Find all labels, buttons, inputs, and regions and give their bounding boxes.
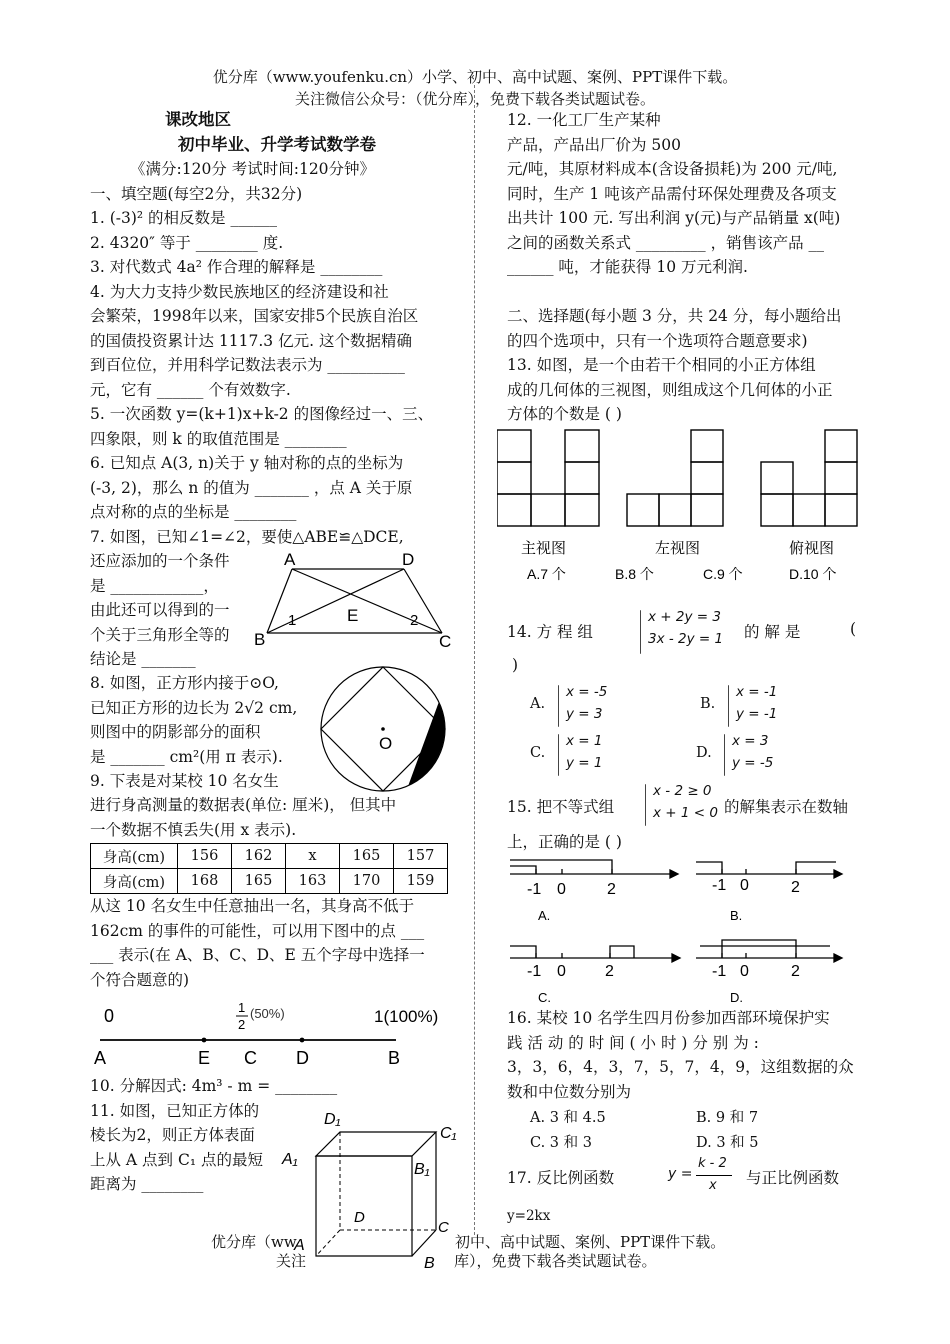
table-cell: 163 bbox=[286, 869, 340, 894]
q15-d-tick: 0 bbox=[740, 963, 749, 980]
q17-denominator: x bbox=[709, 1178, 717, 1193]
q14-option-label: A. bbox=[530, 696, 546, 712]
svg-text:O: O bbox=[379, 734, 393, 753]
table-cell: 156 bbox=[178, 844, 232, 869]
nl-label-d: D bbox=[296, 1048, 309, 1068]
side-view-label: 左视图 bbox=[655, 539, 701, 557]
svg-text:B: B bbox=[254, 630, 266, 649]
left-text-line: 到百位位，并用科学记数法表示为 __________ bbox=[90, 356, 405, 374]
q15-tail: 的解集表示在数轴 bbox=[724, 798, 849, 816]
q15-b-tick: -1 bbox=[712, 877, 727, 894]
left-text-line: 点对称的点的坐标是 ________ bbox=[90, 503, 297, 521]
q11-line: 距离为 ________ bbox=[90, 1175, 204, 1193]
q14-stem: 14. 方 程 组 bbox=[507, 623, 593, 641]
q14-eq2: 3x - 2y = 1 bbox=[648, 631, 724, 647]
nl-label-e: E bbox=[198, 1048, 211, 1068]
right-text-line: 二、选择题(每小题 3 分，共 24 分，每小题给出 bbox=[507, 307, 842, 325]
q8-line: 已知正方形的边长为 2√2 cm, bbox=[90, 698, 298, 717]
table-cell: 165 bbox=[232, 869, 286, 894]
nl-point-d bbox=[300, 1038, 305, 1043]
section-1-heading: 一、填空题(每空2分，共32分) bbox=[90, 184, 303, 203]
q14-option-label: B. bbox=[700, 696, 716, 712]
left-text-line: 7. 如图，已知∠1=∠2，要使△ABE≌△DCE, bbox=[90, 527, 404, 546]
q13-option-d: D.10 个 bbox=[789, 565, 837, 582]
left-text-line: 1. (-3)² 的相反数是 ______ bbox=[90, 209, 277, 227]
q11-line: 棱长为2，则正方体表面 bbox=[90, 1126, 255, 1144]
q13-three-views bbox=[497, 427, 867, 595]
q17-lhs: y = bbox=[668, 1166, 693, 1182]
q13-option-a: A.7 个 bbox=[527, 565, 566, 582]
right-text-line: ______ 吨，才能获得 10 万元利润. bbox=[507, 258, 748, 276]
nl-one-label: 1(100%) bbox=[374, 1007, 439, 1026]
nl-point-e bbox=[202, 1038, 207, 1043]
right-text-line: 12. 一化工厂生产某种 bbox=[507, 111, 661, 129]
left-text-line: (-3, 2)，那么 n 的值为 _______ ，点 A 关于原 bbox=[90, 478, 413, 497]
right-text-line: 成的几何体的三视图，则组成这个几何体的小正 bbox=[507, 380, 833, 399]
q14-eq1: x + 2y = 3 bbox=[648, 609, 721, 625]
q15-option-b: B. bbox=[730, 908, 743, 923]
q14-paren-close: ) bbox=[512, 656, 519, 674]
q14-option-eq: y = 1 bbox=[566, 755, 603, 771]
q9-after-line: 从这 10 名女生中任意抽出一名，其身高不低于 bbox=[90, 897, 415, 915]
q17-fraction-bar bbox=[696, 1175, 732, 1176]
nl-label-c: C bbox=[244, 1048, 257, 1068]
q14-paren-open: ( bbox=[850, 620, 857, 638]
footer-line-2b: 库），免费下载各类试题试卷。 bbox=[454, 1252, 657, 1270]
q9-after-line: 162cm 的事件的可能性，可以用下图中的点 ___ bbox=[90, 921, 425, 940]
q15-ineq2: x + 1 < 0 bbox=[653, 805, 718, 821]
q14-option-eq: x = 3 bbox=[732, 733, 769, 749]
svg-text:1: 1 bbox=[288, 612, 297, 629]
right-text-line: 同时，生产 1 吨该产品需付环保处理费及各项支 bbox=[507, 184, 837, 203]
nl-label-a: A bbox=[94, 1048, 107, 1068]
footer-line-1a: 优分库（ww bbox=[211, 1233, 297, 1251]
q15-option-d: D. bbox=[730, 990, 743, 1005]
right-column bbox=[507, 108, 863, 595]
q7-trapezoid-figure bbox=[252, 551, 462, 651]
svg-text:D: D bbox=[402, 551, 415, 569]
q14-option-eq: x = -1 bbox=[736, 684, 778, 700]
cube-label: C₁ bbox=[440, 1125, 457, 1142]
left-text-line: 5. 一次函数 y=(k+1)x+k-2 的图像经过一、三、 bbox=[90, 405, 434, 423]
q14-option-brace bbox=[728, 685, 729, 727]
cube-label: B bbox=[424, 1255, 435, 1272]
exam-title: 初中毕业、升学考试数学卷 bbox=[178, 134, 376, 154]
q15-option-c: C. bbox=[538, 990, 551, 1005]
q7-line: 还应添加的一个条件 bbox=[90, 552, 230, 570]
left-column bbox=[90, 108, 452, 1197]
q15-d-tick: -1 bbox=[712, 963, 727, 980]
q8-circle-square-figure bbox=[315, 665, 455, 795]
table-cell: 身高(cm) bbox=[91, 844, 178, 869]
svg-text:C: C bbox=[439, 632, 452, 651]
table-row bbox=[91, 869, 448, 894]
q15-a-tick: 0 bbox=[557, 881, 566, 898]
table-cell: 157 bbox=[394, 844, 448, 869]
q7-line: 结论是 _______ bbox=[90, 650, 196, 668]
right-text-line: 方体的个数是 ( ) bbox=[507, 405, 622, 423]
table-cell: 168 bbox=[178, 869, 232, 894]
right-text-line: 元/吨，其原材料成本(含设备损耗)为 200 元/吨, bbox=[507, 160, 838, 178]
right-text-line bbox=[507, 280, 863, 305]
nl-half-percent: (50%) bbox=[250, 1006, 285, 1021]
q9-after-line: 个符合题意的) bbox=[90, 970, 190, 989]
exam-subtitle: 《满分:120分 考试时间:120分钟》 bbox=[130, 160, 376, 178]
q17-tail: 与正比例函数 bbox=[746, 1169, 840, 1187]
q17-line2: y=2kx bbox=[507, 1208, 551, 1224]
right-text-line: 的四个选项中，只有一个选项符合题意要求) bbox=[507, 331, 808, 350]
q14-option-eq: x = 1 bbox=[566, 733, 603, 749]
q15-stem: 15. 把不等式组 bbox=[507, 798, 615, 816]
q15-option-a: A. bbox=[538, 908, 551, 923]
nl-half-numerator: 1 bbox=[238, 1000, 246, 1015]
table-cell: 159 bbox=[394, 869, 448, 894]
q15-b-tick: 0 bbox=[740, 877, 749, 894]
q9-after-line: ___ 表示(在 A、B、C、D、E 五个字母中选择一 bbox=[90, 946, 425, 964]
table-row bbox=[91, 844, 448, 869]
svg-text:E: E bbox=[347, 606, 359, 625]
q15-c-tick: 2 bbox=[605, 963, 614, 980]
q15-d-tick: 2 bbox=[791, 963, 800, 980]
left-text-line: 4. 为大力支持少数民族地区的经济建设和社 bbox=[90, 282, 389, 301]
footer-line-1b: 初中、高中试题、案例、PPT课件下载。 bbox=[455, 1233, 726, 1251]
q16-option-a: A. 3 和 4.5 bbox=[530, 1110, 606, 1126]
q14-option-brace bbox=[558, 685, 559, 727]
q10-line: 10. 分解因式: 4m³ - m = ________ bbox=[90, 1077, 338, 1095]
q9-line: 进行身高测量的数据表(单位: 厘米)， 但其中 bbox=[90, 796, 397, 814]
q16-block bbox=[507, 1006, 863, 1104]
q14-option-brace bbox=[724, 734, 725, 776]
q14-option-eq: y = -1 bbox=[736, 706, 778, 722]
front-view-label: 主视图 bbox=[521, 539, 567, 557]
q14-option-label: D. bbox=[696, 745, 712, 761]
q14-option-eq: y = -5 bbox=[732, 755, 774, 771]
q15-b-tick: 2 bbox=[791, 879, 800, 896]
footer-line-2a: 关注 bbox=[276, 1252, 307, 1270]
top-view-label: 俯视图 bbox=[789, 539, 835, 557]
q15-brace bbox=[645, 784, 646, 826]
right-text-line: 出共计 100 元. 写出利润 y(元)与产品销量 x(吨) bbox=[507, 209, 841, 227]
svg-text:2: 2 bbox=[410, 612, 419, 629]
q9-line: 一个数据不慎丢失(用 x 表示). bbox=[90, 820, 297, 839]
q15-number-lines bbox=[500, 852, 860, 1012]
q14-tail: 的 解 是 bbox=[744, 623, 801, 641]
q14-option-label: C. bbox=[530, 745, 546, 761]
left-text-line: 2. 4320″ 等于 ________ 度. bbox=[90, 233, 284, 252]
right-text-line: 之间的函数关系式 _________ ，销售该产品 __ bbox=[507, 233, 825, 252]
q15-c-tick: -1 bbox=[527, 963, 542, 980]
q16-option-b: B. 9 和 7 bbox=[696, 1110, 759, 1126]
table-cell: x bbox=[286, 844, 340, 869]
table-cell: 170 bbox=[340, 869, 394, 894]
right-text-line: 产品，产品出厂价为 500 bbox=[507, 135, 682, 154]
q11-line: 11. 如图，已知正方体的 bbox=[90, 1101, 260, 1120]
table-cell: 身高(cm) bbox=[91, 869, 178, 894]
region-title: 课改地区 bbox=[165, 110, 231, 129]
cube-label: A₁ bbox=[282, 1151, 298, 1168]
q7-line: 由此还可以得到的一 bbox=[90, 601, 230, 619]
cube-label: B₁ bbox=[414, 1161, 430, 1178]
probability-number-line bbox=[90, 992, 452, 1074]
q14-option-brace bbox=[558, 734, 559, 776]
q17-numerator: k - 2 bbox=[698, 1156, 727, 1171]
table-cell: 162 bbox=[232, 844, 286, 869]
q14-option-eq: y = 3 bbox=[566, 706, 603, 722]
left-text-line: 3. 对代数式 4a² 作合理的解释是 ________ bbox=[90, 258, 383, 276]
q8-line: 则图中的阴影部分的面积 bbox=[90, 723, 261, 741]
q16-option-c: C. 3 和 3 bbox=[530, 1135, 592, 1151]
q7-line: 个关于三角形全等的 bbox=[90, 625, 230, 644]
q17-stem: 17. 反比例函数 bbox=[507, 1169, 615, 1187]
left-text-line: 6. 已知点 A(3, n)关于 y 轴对称的点的坐标为 bbox=[90, 454, 404, 472]
header-line-2: 关注微信公众号：（优分库），免费下载各类试题试卷。 bbox=[294, 90, 655, 108]
q16-option-d: D. 3 和 5 bbox=[696, 1135, 759, 1151]
q15-a-tick: 2 bbox=[607, 881, 616, 898]
column-divider bbox=[474, 85, 475, 1235]
left-text-line: 元，它有 ______ 个有效数字. bbox=[90, 380, 291, 399]
height-table bbox=[90, 843, 448, 894]
q8-line: 9. 下表是对某校 10 名女生 bbox=[90, 772, 279, 790]
q13-option-c: C.9 个 bbox=[703, 565, 743, 582]
q15-ineq1: x - 2 ≥ 0 bbox=[653, 783, 712, 799]
right-text-line: 13. 如图，是一个由若干个相同的小正方体组 bbox=[507, 356, 816, 374]
cube-label: D₁ bbox=[324, 1111, 341, 1128]
q16-line: 数和中位数分别为 bbox=[507, 1082, 632, 1101]
nl-zero-label: 0 bbox=[104, 1006, 115, 1026]
cube-label: A bbox=[294, 1237, 305, 1254]
left-text-line: 会繁荣，1998年以来，国家安排5个民族自治区 bbox=[90, 307, 419, 325]
q8-line: 是 _______ cm²(用 π 表示). bbox=[90, 747, 283, 766]
nl-half-denominator: 2 bbox=[238, 1017, 246, 1032]
nl-label-b: B bbox=[388, 1048, 401, 1068]
left-text-line: 四象限，则 k 的取值范围是 ________ bbox=[90, 429, 347, 448]
left-text-line: 的国债投资累计达 1117.3 亿元. 这个数据精确 bbox=[90, 331, 412, 350]
cube-label: D bbox=[354, 1209, 365, 1226]
header-line-1: 优分库（www.youfenku.cn）小学、初中、高中试题、案例、PPT课件下载。 bbox=[212, 68, 738, 86]
q15-c-tick: 0 bbox=[557, 963, 566, 980]
q11-line: 上从 A 点到 C₁ 点的最短 bbox=[90, 1150, 263, 1169]
q13-option-b: B.8 个 bbox=[615, 565, 654, 582]
q16-line: 践 活 动 的 时 间 ( 小 时 ) 分 别 为 : bbox=[507, 1033, 759, 1052]
q8-line: 8. 如图，正方形内接于⊙O, bbox=[90, 674, 279, 692]
svg-text:A: A bbox=[284, 551, 296, 569]
q7-block bbox=[90, 549, 452, 671]
q8-block bbox=[90, 671, 452, 793]
q16-line: 16. 某校 10 名学生四月份参加西部环境保护实 bbox=[507, 1009, 830, 1027]
q16-line: 3，3，6，4，3，7，5，7，4，9，这组数据的众 bbox=[507, 1058, 854, 1076]
cube-label: C bbox=[438, 1219, 449, 1236]
q11-cube-figure bbox=[278, 1104, 468, 1274]
q7-line: 是 ____________， bbox=[90, 576, 219, 595]
q14-brace bbox=[640, 610, 641, 654]
q15-a-tick: -1 bbox=[527, 881, 542, 898]
q14-option-eq: x = -5 bbox=[566, 684, 608, 700]
table-cell: 165 bbox=[340, 844, 394, 869]
q15-line2: 上，正确的是 ( ) bbox=[507, 833, 622, 851]
